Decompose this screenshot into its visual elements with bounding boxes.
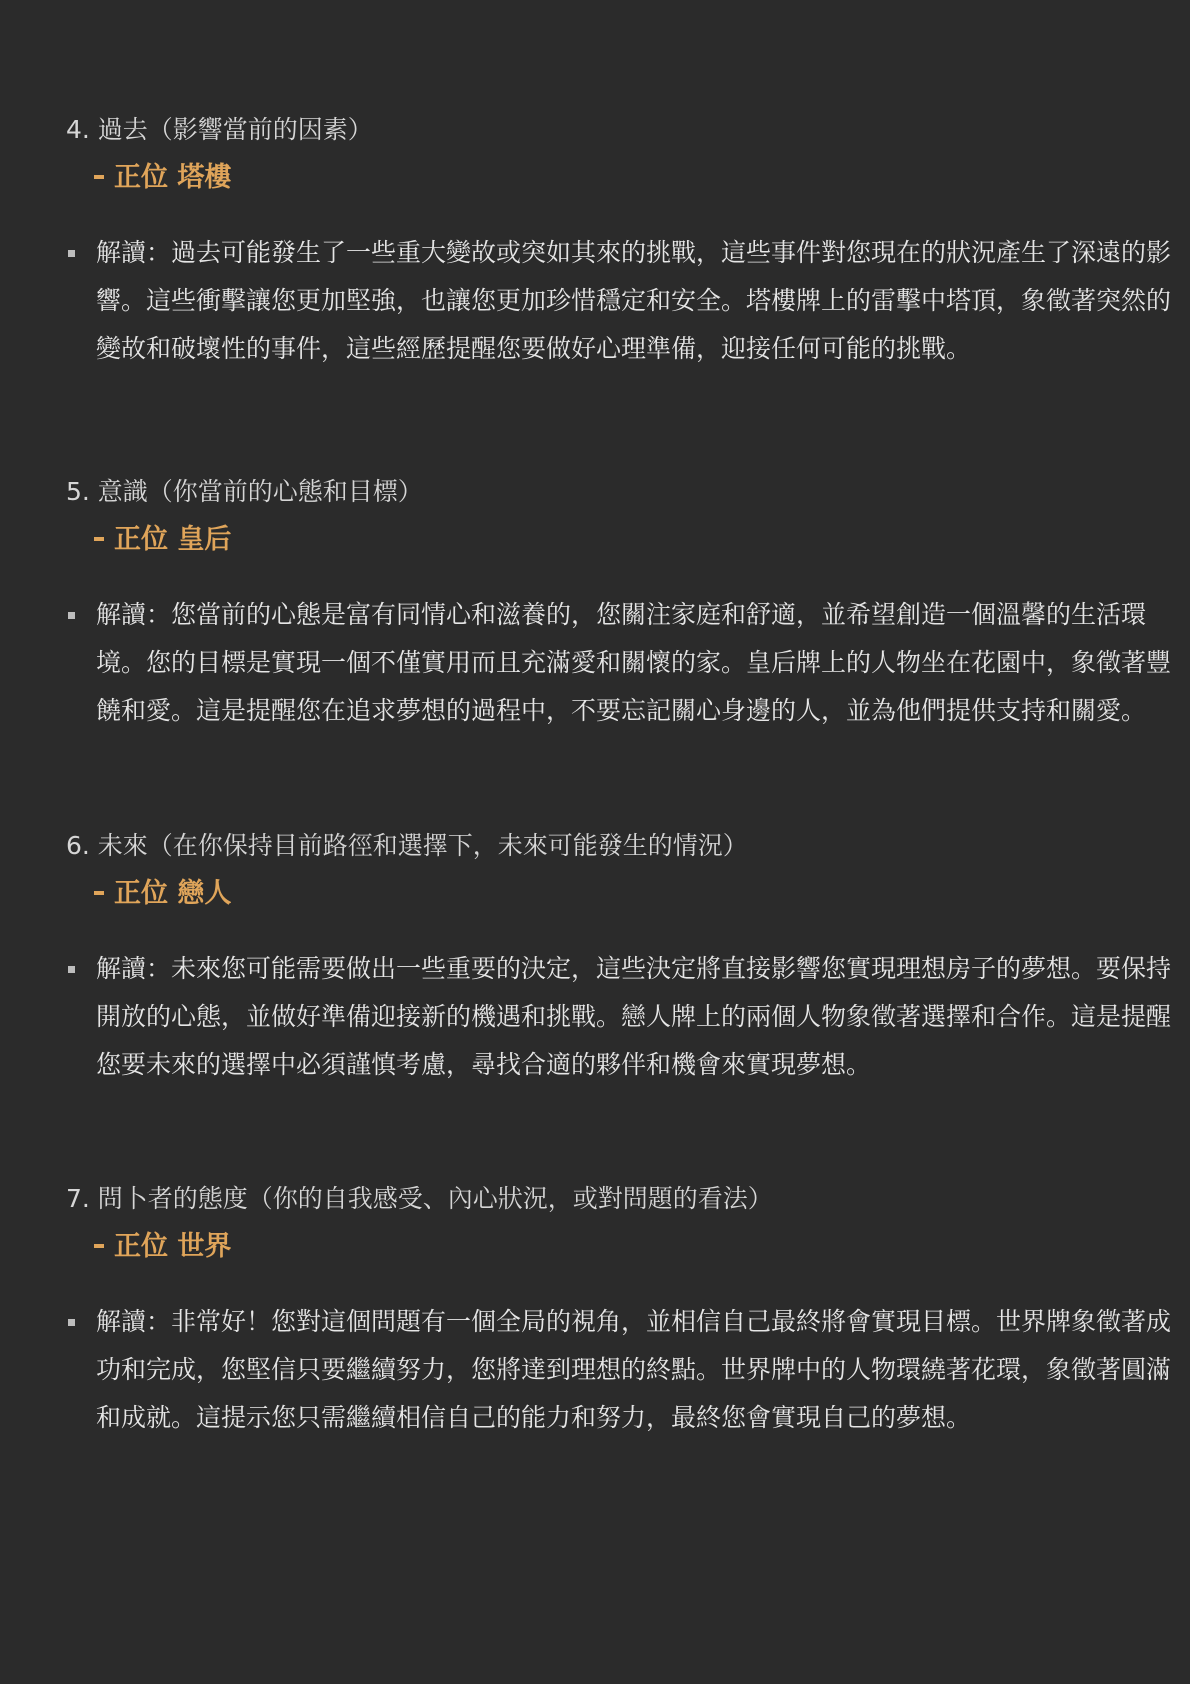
card-line <box>94 161 1126 195</box>
interpretation-label: 解讀： <box>96 954 172 983</box>
interpretation-item <box>66 945 1186 1089</box>
section-future <box>66 829 1172 1089</box>
section-heading: 7. 問卜者的態度（你的自我感受、內心狀況，或對問題的看法） <box>66 1184 773 1213</box>
section-querent-attitude <box>66 1182 1172 1442</box>
bullet-icon <box>68 250 75 257</box>
interpretation-text: 未來您可能需要做出一些重要的決定，這些決定將直接影響您實現理想房子的夢想。要保持開放的心態，並做好準備迎接新的機遇和挑戰。戀人牌上的兩個人物象徵著選擇和合作。這是提醒您要未來的選擇中必須謹慎考慮，尋找合適的夥伴和機會來實現夢想。 <box>96 954 1172 1079</box>
dash-icon <box>94 537 104 541</box>
interpretation-label: 解讀： <box>96 1307 172 1336</box>
card-name: 正位 塔樓 <box>114 162 232 193</box>
section-heading: 5. 意識（你當前的心態和目標） <box>66 477 423 506</box>
card-line <box>94 877 1126 911</box>
section-consciousness <box>66 475 1172 735</box>
interpretation-text: 過去可能發生了一些重大變故或突如其來的挑戰，這些事件對您現在的狀況產生了深遠的影響。這些衝擊讓您更加堅強，也讓您更加珍惜穩定和安全。塔樓牌上的雷擊中塔頂，象徵著突然的變故和破壞性的事件，這些經歷提醒您要做好心理準備，迎接任何可能的挑戰。 <box>96 238 1172 363</box>
interpretation-item <box>66 1298 1186 1442</box>
bullet-icon <box>68 1319 75 1326</box>
bullet-icon <box>68 966 75 973</box>
section-heading: 4. 過去（影響當前的因素） <box>66 115 373 144</box>
interpretation-item <box>66 591 1186 735</box>
interpretation-item <box>66 229 1186 373</box>
interpretation-label: 解讀： <box>96 600 172 629</box>
dash-icon <box>94 1244 104 1248</box>
interpretation-label: 解讀： <box>96 238 172 267</box>
card-name: 正位 戀人 <box>114 878 232 909</box>
card-name: 正位 世界 <box>114 1231 232 1262</box>
card-name: 正位 皇后 <box>114 524 232 555</box>
section-heading: 6. 未來（在你保持目前路徑和選擇下，未來可能發生的情況） <box>66 831 748 860</box>
card-line <box>94 1230 1126 1264</box>
card-line <box>94 523 1126 557</box>
interpretation-text: 非常好！您對這個問題有一個全局的視角，並相信自己最終將會實現目標。世界牌象徵著成功和完成，您堅信只要繼續努力，您將達到理想的終點。世界牌中的人物環繞著花環，象徵著圓滿和成就。這提示您只需繼續相信自己的能力和努力，最終您會實現自己的夢想。 <box>96 1307 1172 1432</box>
dash-icon <box>94 891 104 895</box>
dash-icon <box>94 175 104 179</box>
bullet-icon <box>68 612 75 619</box>
interpretation-text: 您當前的心態是富有同情心和滋養的，您關注家庭和舒適，並希望創造一個溫馨的生活環境。您的目標是實現一個不僅實用而且充滿愛和關懷的家。皇后牌上的人物坐在花園中，象徵著豐饒和愛。這是提醒您在追求夢想的過程中，不要忘記關心身邊的人，並為他們提供支持和關愛。 <box>96 600 1172 725</box>
section-past <box>66 113 1172 373</box>
